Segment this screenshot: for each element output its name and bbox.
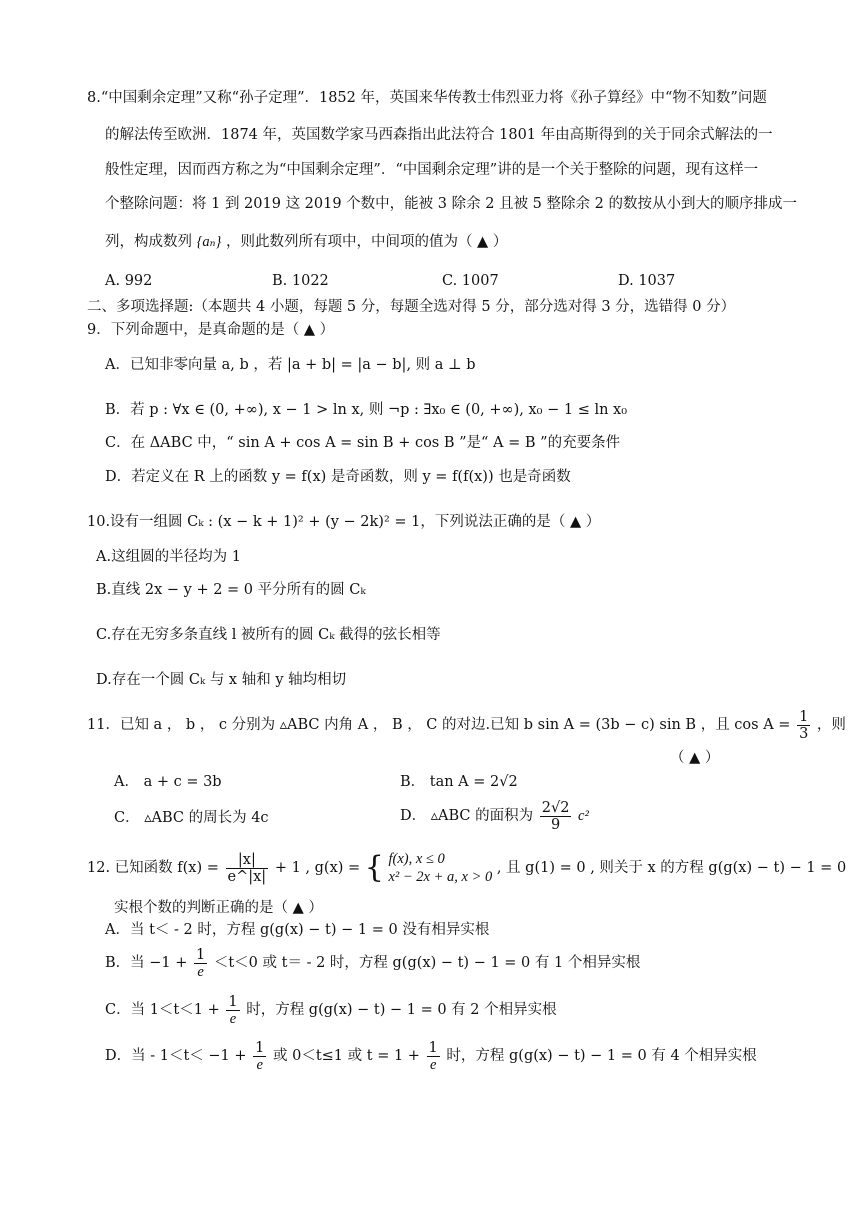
- q11-area-den: 9: [550, 816, 561, 833]
- q11-stem-b: ，则: [816, 717, 846, 733]
- q8-line-5a: 列，构成数列: [105, 234, 192, 250]
- q12-d2-den: e: [429, 1056, 437, 1073]
- q11-option-a: A． a + c = 3b: [114, 774, 222, 790]
- q12-d1-num: 1: [255, 1039, 265, 1056]
- q8-line-2: 的解法传至欧洲．1874 年，英国数学家马西森指出此法符合 1801 年由高斯得到的关于同余式解法的一: [105, 127, 773, 143]
- q12-option-c-b: 时，方程 g(g(x) − t) − 1 = 0 有 2 个相异实根: [246, 1002, 557, 1018]
- q9-option-b: B．若 p : ∀x ∈ (0, +∞), x − 1 > ln x, 则 ¬p : ∃x₀ ∈ (0, +∞), x₀ − 1 ≤ ln x₀: [105, 402, 628, 418]
- q8-sequence-symbol: {aₙ}: [196, 234, 222, 250]
- q12-option-d-b: 或 0＜t≤1 或 t = 1 +: [273, 1048, 420, 1064]
- q11-answer-paren: （ ▲ ）: [670, 750, 720, 766]
- q12-option-b: [105, 945, 640, 981]
- q11-area-num: 2√2: [541, 799, 570, 816]
- q8-line-5c: ，则此数列所有项中，中间项的值为（ ▲ ）: [225, 234, 508, 250]
- q10-option-a: A.这组圆的半径均为 1: [96, 549, 241, 565]
- q10-option-c: C.存在无穷多条直线 l 被所有的圆 Cₖ 截得的弦长相等: [96, 627, 441, 643]
- q11-stem-a: 11．已知 a ， b ， c 分别为 ▵ABC 内角 A ， B ， C 的对边.已知 b sin A = (3b − c) sin B ，且 cos A =: [87, 717, 791, 733]
- q12-brace: {: [364, 850, 384, 885]
- q11-frac-den: 3: [799, 725, 809, 742]
- q8-option-b: B. 1022: [272, 273, 329, 289]
- q11-option-d-text: D． ▵ABC 的面积为: [400, 808, 534, 824]
- q12-c-fraction: [226, 994, 239, 1027]
- q12-d1-den: e: [256, 1056, 263, 1073]
- q12-option-d-a: D．当 - 1＜t＜ −1 +: [105, 1048, 247, 1064]
- q11-option-b: B． tan A = 2√2: [400, 774, 518, 790]
- q8-option-d: D. 1037: [618, 273, 676, 289]
- q12-stem-c: , 且 g(1) = 0 , 则关于 x 的方程 g(g(x) − t) − 1 = 0: [496, 860, 847, 876]
- q9-option-a: A．已知非零向量 a, b ，若 |a + b| = |a − b|, 则 a ⊥ b: [105, 357, 476, 373]
- q12-option-d-c: 时，方程 g(g(x) − t) − 1 = 0 有 4 个相异实根: [446, 1048, 757, 1064]
- q11-stem: [87, 707, 846, 743]
- q12-f-den: e^|x|: [227, 868, 267, 885]
- q8-option-c: C. 1007: [442, 273, 499, 289]
- q8-line-4: 个整除问题：将 1 到 2019 这 2019 个数中，能被 3 除余 2 且被 5 整除余 2 的数按从小到大的顺序排成一: [105, 196, 797, 212]
- q12-option-b-b: ＜t＜0 或 t＝ - 2 时，方程 g(g(x) − t) − 1 = 0 有 1 个相异实根: [213, 955, 641, 971]
- q8-option-a: A. 992: [105, 273, 153, 289]
- q12-d-fraction-1: [253, 1040, 266, 1073]
- q9-option-d: D．若定义在 R 上的函数 y = f(x) 是奇函数，则 y = f(f(x)) 也是奇函数: [105, 469, 571, 485]
- q12-piece-2: x² − 2x + a, x > 0: [388, 869, 493, 885]
- q8-line-5: [105, 232, 507, 252]
- q8-line-1: 8.“中国剩余定理”又称“孙子定理”．1852 年，英国来华传教士伟烈亚力将《孙子算经》中“物不知数”问题: [87, 90, 767, 106]
- q10-stem: 10.设有一组圆 Cₖ : (x − k + 1)² + (y − 2k)² = 1，下列说法正确的是（ ▲ ）: [87, 514, 601, 530]
- q12-f-num: |x|: [226, 852, 269, 869]
- q12-stem-a: 12. 已知函数 f(x) =: [87, 860, 219, 876]
- q12-b-den: e: [197, 963, 204, 980]
- q12-option-b-a: B．当 −1 +: [105, 955, 188, 971]
- q12-option-c-a: C．当 1＜t＜1 +: [105, 1002, 220, 1018]
- q12-c-num: 1: [228, 993, 238, 1010]
- q12-option-d: [105, 1038, 757, 1074]
- q12-d-fraction-2: [427, 1040, 440, 1073]
- q11-frac-num: 1: [799, 708, 809, 725]
- q12-option-c: [105, 992, 557, 1028]
- q12-piece-1: f(x), x ≤ 0: [388, 851, 445, 867]
- q12-b-fraction: [194, 947, 207, 980]
- q12-stem-2: 实根个数的判断正确的是（ ▲ ）: [114, 900, 323, 916]
- q12-option-a: A．当 t＜ - 2 时，方程 g(g(x) − t) − 1 = 0 没有相异实根: [105, 922, 490, 938]
- q11-cos-fraction: [797, 709, 810, 742]
- q12-f-fraction: [226, 852, 269, 885]
- q10-option-b: B.直线 2x − y + 2 = 0 平分所有的圆 Cₖ: [96, 582, 366, 598]
- q9-option-c: C．在 ΔABC 中，“ sin A + cos A = sin B + cos B ”是“ A = B ”的充要条件: [105, 435, 621, 451]
- q12-piecewise: [388, 850, 492, 886]
- q12-stem: [87, 850, 846, 886]
- q12-c-den: e: [229, 1010, 237, 1027]
- q11-option-c: C． ▵ABC 的周长为 4c: [114, 810, 269, 826]
- q8-line-3: 般性定理，因而西方称之为“中国剩余定理”．“中国剩余定理”讲的是一个关于整除的问题，现有这样一: [105, 162, 759, 178]
- section-2-header: 二、多项选择题:（本题共 4 小题，每题 5 分，每题全选对得 5 分，部分选对得 3 分，选错得 0 分）: [87, 299, 736, 315]
- q12-d2-num: 1: [428, 1039, 438, 1056]
- q11-area-fraction: [540, 800, 572, 833]
- q11-area-tail: c²: [578, 808, 589, 824]
- q12-stem-b: + 1 , g(x) =: [274, 860, 361, 876]
- q10-option-d: D.存在一个圆 Cₖ 与 x 轴和 y 轴均相切: [96, 672, 347, 688]
- q11-option-d: [400, 798, 589, 834]
- q12-b-num: 1: [196, 946, 206, 963]
- q9-stem: 9．下列命题中，是真命题的是（ ▲ ）: [87, 322, 335, 338]
